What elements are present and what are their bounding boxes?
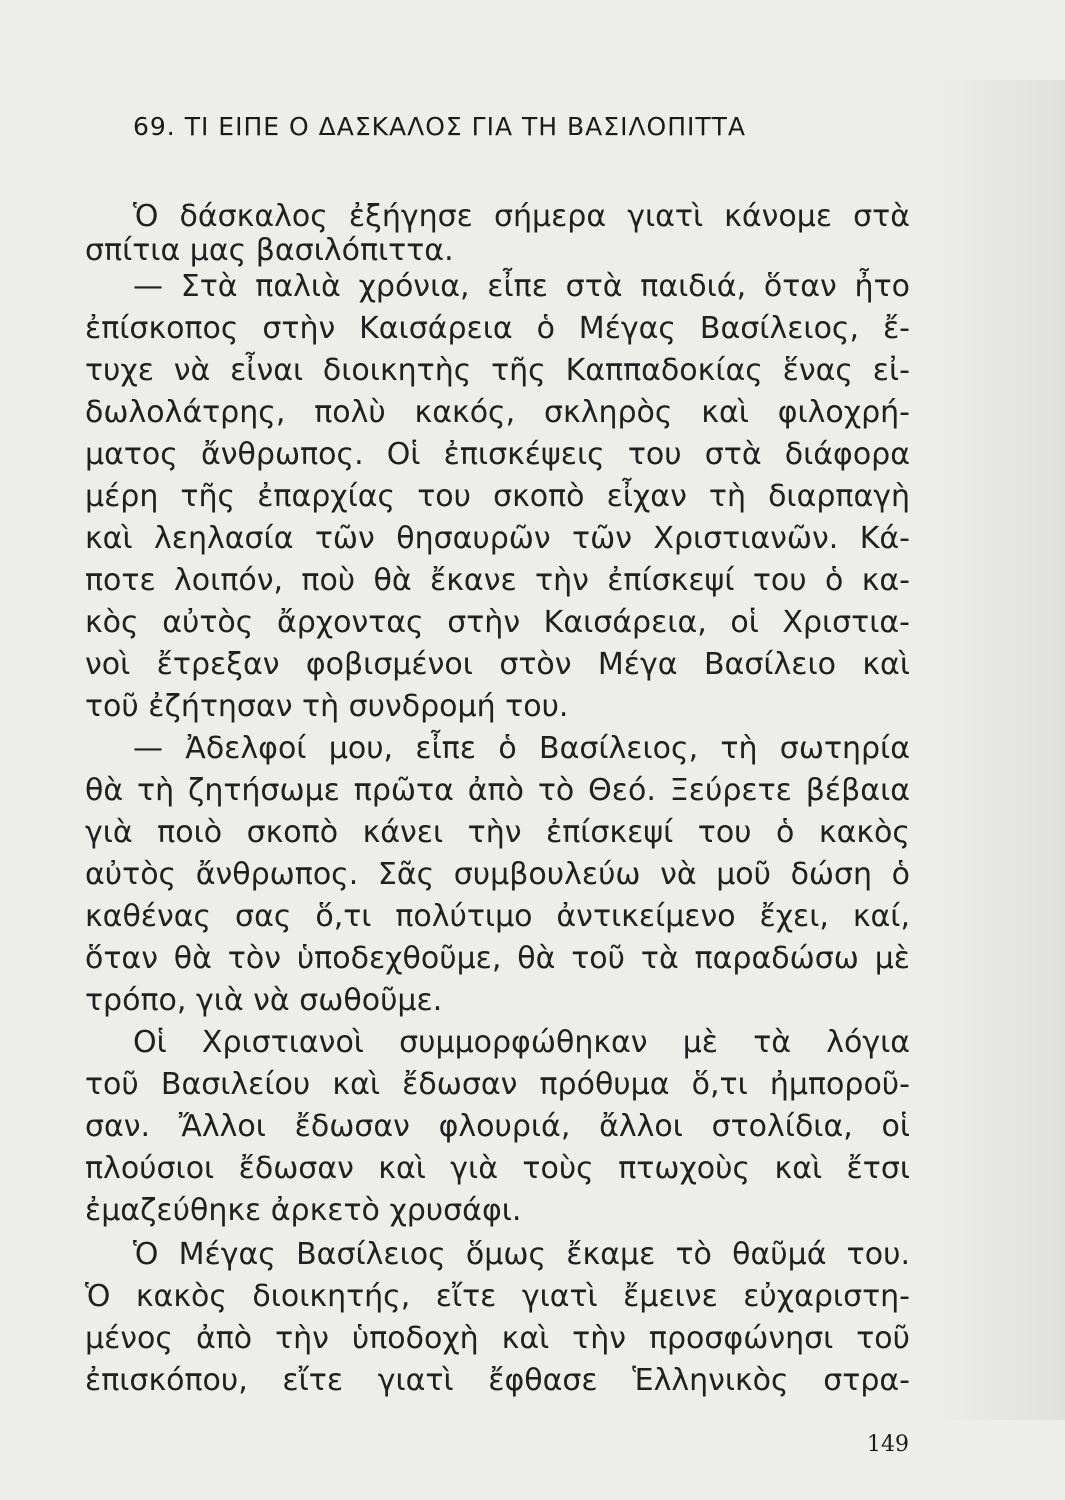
text-line: πλούσιοι ἔδωσαν καὶ γιὰ τοὺς πτωχοὺς καὶ ἔτσι — [85, 1151, 910, 1186]
text-line: Ὁ δάσκαλος ἐξήγησε σήμερα γιατὶ κάνομε στὰ — [133, 199, 910, 234]
text-line: Οἱ Χριστιανοὶ συμμορφώθηκαν μὲ τὰ λόγια — [133, 1025, 910, 1060]
text-line: σπίτια μας βασιλόπιττα. — [85, 233, 454, 268]
text-line: τοῦ Βασιλείου καὶ ἔδωσαν πρόθυμα ὅ,τι ἠμποροῦ- — [85, 1067, 910, 1102]
page-number: 149 — [867, 1432, 909, 1457]
text-line: Ὁ κακὸς διοικητής, εἴτε γιατὶ ἔμεινε εὐχαριστη- — [85, 1279, 910, 1314]
text-line: θὰ τὴ ζητήσωμε πρῶτα ἀπὸ τὸ Θεό. Ξεύρετε βέβαια — [85, 773, 910, 808]
text-line: γιὰ ποιὸ σκοπὸ κάνει τὴν ἐπίσκεψί του ὁ κακὸς — [85, 815, 910, 850]
text-line: νοὶ ἔτρεξαν φοβισμένοι στὸν Μέγα Βασίλειο καὶ — [85, 647, 910, 682]
chapter-title: 69. ΤΙ ΕΙΠΕ Ο ΔΑΣΚΑΛΟΣ ΓΙΑ ΤΗ ΒΑΣΙΛΟΠΙΤΤΑ — [133, 112, 747, 141]
text-line: τυχε νὰ εἶναι διοικητὴς τῆς Καππαδοκίας ἕνας εἰ- — [85, 353, 910, 388]
text-line: αὐτὸς ἄνθρωπος. Σᾶς συμβουλεύω νὰ μοῦ δώση ὁ — [85, 857, 910, 892]
text-line: ἐπίσκοπος στὴν Καισάρεια ὁ Μέγας Βασίλειος, ἔ- — [85, 311, 910, 346]
text-line: τρόπο, γιὰ νὰ σωθοῦμε. — [85, 983, 443, 1018]
text-line: — Ἀδελφοί μου, εἶπε ὁ Βασίλειος, τὴ σωτηρία — [133, 731, 910, 766]
text-line: κὸς αὐτὸς ἄρχοντας στὴν Καισάρεια, οἱ Χριστια- — [85, 605, 910, 640]
text-line: ἐμαζεύθηκε ἀρκετὸ χρυσάφι. — [85, 1193, 522, 1228]
text-line: καὶ λεηλασία τῶν θησαυρῶν τῶν Χριστιανῶν. Κά- — [85, 521, 910, 556]
text-line: ποτε λοιπόν, ποὺ θὰ ἔκανε τὴν ἐπίσκεψί του ὁ κα- — [85, 563, 910, 598]
text-line: ἐπισκόπου, εἴτε γιατὶ ἔφθασε Ἑλληνικὸς στρα- — [85, 1363, 910, 1398]
text-line: δωλολάτρης, πολὺ κακός, σκληρὸς καὶ φιλοχρή- — [85, 395, 910, 430]
text-line: σαν. Ἄλλοι ἔδωσαν φλουριά, ἄλλοι στολίδια, οἱ — [85, 1109, 910, 1144]
text-line: τοῦ ἐζήτησαν τὴ συνδρομή του. — [85, 689, 569, 724]
text-line: — Στὰ παλιὰ χρόνια, εἶπε στὰ παιδιά, ὅταν ἦτο — [133, 269, 910, 304]
text-line: ὅταν θὰ τὸν ὑποδεχθοῦμε, θὰ τοῦ τὰ παραδώσω μὲ — [85, 941, 910, 976]
text-line: καθένας σας ὅ,τι πολύτιμο ἀντικείμενο ἔχει, καί, — [85, 899, 910, 934]
text-line: Ὁ Μέγας Βασίλειος ὅμως ἔκαμε τὸ θαῦμά του. — [133, 1237, 910, 1272]
text-line: μένος ἀπὸ τὴν ὑποδοχὴ καὶ τὴν προσφώνησι τοῦ — [85, 1321, 910, 1356]
text-line: ματος ἄνθρωπος. Οἱ ἐπισκέψεις του στὰ διάφορα — [85, 437, 910, 472]
text-line: μέρη τῆς ἐπαρχίας του σκοπὸ εἶχαν τὴ διαρπαγὴ — [85, 479, 910, 514]
